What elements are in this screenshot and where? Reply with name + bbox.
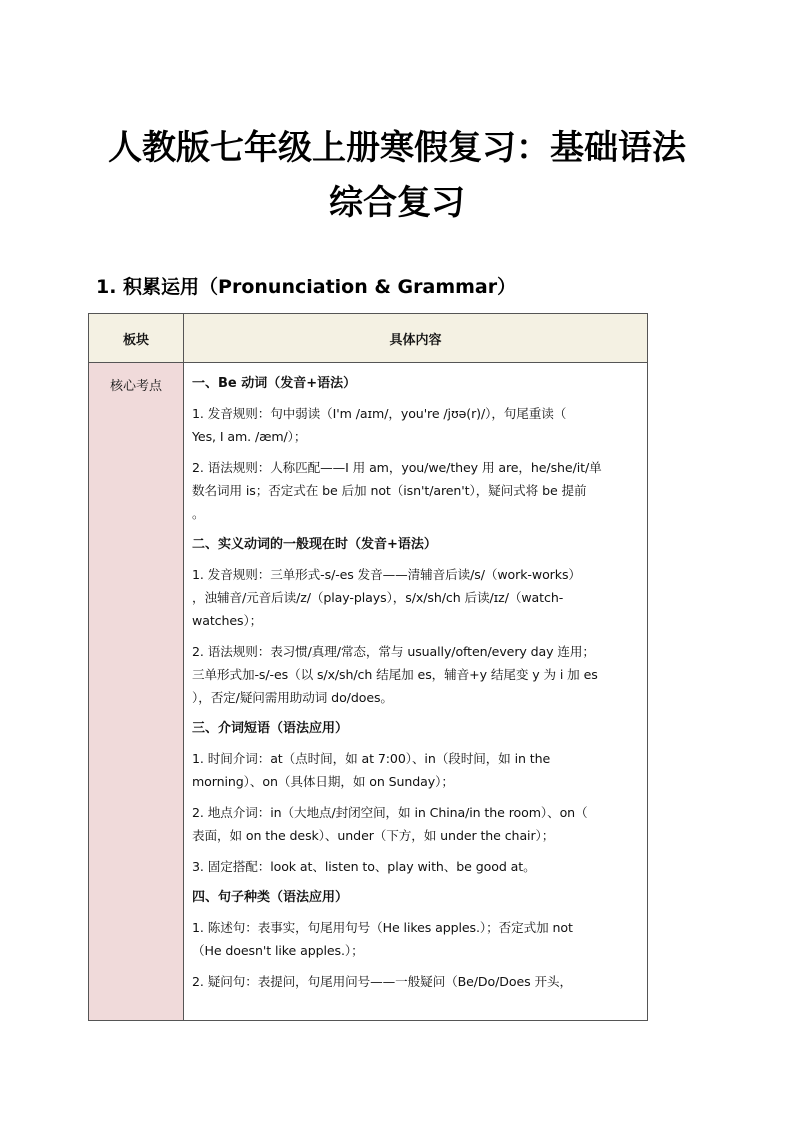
paragraph-line: 数名词用 is；否定式在 be 后加 not（isn't/aren't），疑问式将 be 提前	[192, 483, 587, 498]
document-title-line-1: 人教版七年级上册寒假复习：基础语法	[108, 128, 686, 168]
block-paragraph	[192, 456, 639, 525]
block-paragraph	[192, 855, 639, 878]
paragraph-line: ，浊辅音/元音后读/z/（play-plays），s/x/sh/ch 后读/ɪz/（watch-	[192, 590, 564, 605]
content-blocks	[184, 363, 647, 993]
document-title-line-2: 综合复习	[329, 183, 465, 223]
paragraph-line: 表面，如 on the desk）、under（下方，如 under the chair）；	[192, 828, 555, 843]
paragraph-line: 1. 陈述句：表事实，句尾用句号（He likes apples.）；否定式加 not	[192, 920, 573, 935]
block-heading: 一、Be 动词（发音+语法）	[192, 376, 357, 391]
block-paragraph	[192, 402, 639, 448]
paragraph-line: 1. 发音规则：三单形式-s/-es 发音——清辅音后读/s/（work-works）	[192, 567, 581, 582]
section-heading: 1. 积累运用（Pronunciation & Grammar）	[96, 276, 517, 298]
block-paragraph	[192, 801, 639, 847]
block-heading: 三、介词短语（语法应用）	[192, 721, 349, 736]
paragraph-line: 三单形式加-s/-es（以 s/x/sh/ch 结尾加 es，辅音+y 结尾变 y 为 i 加 es	[192, 667, 598, 682]
block-heading: 四、句子种类（语法应用）	[192, 890, 349, 905]
paragraph-line: watches）；	[192, 613, 263, 628]
paragraph-line: 2. 语法规则：人称匹配——I 用 am，you/we/they 用 are，he/she/it/单	[192, 460, 602, 475]
header-cell-module: 板块	[89, 314, 184, 363]
paragraph-line: 。	[192, 506, 205, 521]
table-header-row	[89, 314, 648, 363]
paragraph-line: ），否定/疑问需用助动词 do/does。	[192, 690, 393, 705]
paragraph-line: 2. 疑问句：表提问，句尾用问号——一般疑问（Be/Do/Does 开头，	[192, 974, 572, 989]
paragraph-line: 1. 时间介词：at（点时间，如 at 7:00）、in（段时间，如 in the	[192, 751, 551, 766]
paragraph-line: 3. 固定搭配：look at、listen to、play with、be good at。	[192, 859, 536, 874]
block-heading: 二、实义动词的一般现在时（发音+语法）	[192, 537, 437, 552]
block-paragraph	[192, 970, 639, 993]
block-paragraph	[192, 916, 639, 962]
paragraph-line: （He doesn't like apples.）；	[192, 943, 364, 958]
block-paragraph	[192, 563, 639, 632]
header-cell-content: 具体内容	[184, 314, 648, 363]
table-row	[89, 363, 648, 1021]
content-table	[88, 313, 648, 1021]
paragraph-line: 2. 地点介词：in（大地点/封闭空间，如 in China/in the room）、on（	[192, 805, 588, 820]
paragraph-line: Yes, I am. /æm/）；	[192, 429, 307, 444]
block-paragraph	[192, 640, 639, 709]
paragraph-line: morning）、on（具体日期，如 on Sunday）；	[192, 774, 454, 789]
paragraph-line: 1. 发音规则：句中弱读（I'm /aɪm/，you're /jʊə(r)/），句尾重读（	[192, 406, 567, 421]
content-cell	[184, 363, 648, 1021]
row-label-core-points: 核心考点	[89, 363, 184, 1021]
paragraph-line: 2. 语法规则：表习惯/真理/常态，常与 usually/often/every day 连用；	[192, 644, 595, 659]
block-paragraph	[192, 747, 639, 793]
